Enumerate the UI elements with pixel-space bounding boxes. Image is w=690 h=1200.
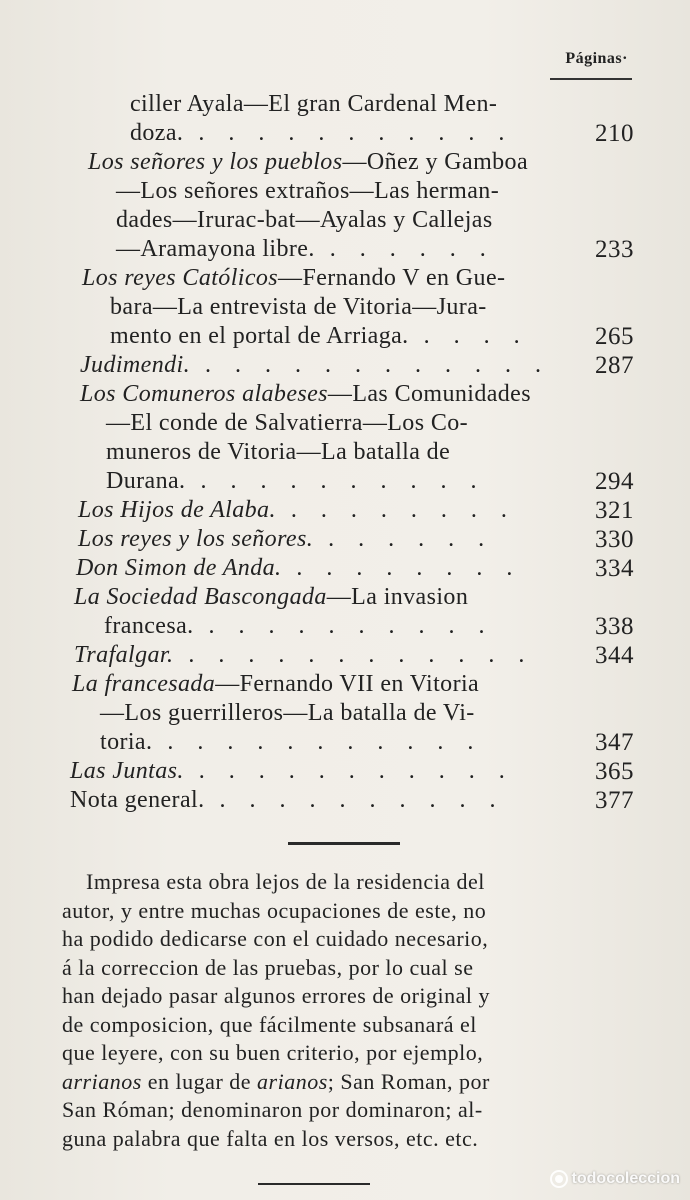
dot-leader: . . . . . . . . <box>281 555 522 581</box>
section-divider <box>288 842 400 845</box>
toc-entry <box>0 757 690 786</box>
note-line <box>62 954 632 983</box>
toc-entry-line <box>0 351 690 380</box>
toc-entry <box>0 641 690 670</box>
toc-entry-line <box>0 699 690 728</box>
note-line <box>62 1011 632 1040</box>
toc-entry-line <box>0 264 690 293</box>
chapter-title: Trafalgar. <box>74 642 174 668</box>
chapter-title: Don Simon de Anda. <box>76 555 282 581</box>
toc-text: —Los guerrilleros—La batalla de Vi- <box>100 700 475 726</box>
dot-leader: . . . . . . <box>314 236 495 262</box>
note-text: ha podido dedicarse con el cuidado necesario, <box>62 926 489 951</box>
note-text: á la correccion de las pruebas, por lo cual se <box>62 954 474 980</box>
note-text: Impresa esta obra lejos de la residencia del <box>62 869 485 894</box>
toc-entry-line <box>0 554 690 583</box>
dot-leader: . . . . . . . . . . . <box>183 758 514 784</box>
errata-note <box>62 868 632 1153</box>
toc-entry-line <box>0 293 690 322</box>
page-number: 338 <box>595 613 634 640</box>
page-number: 334 <box>595 555 634 582</box>
chapter-title: Los reyes y los señores. <box>78 526 314 552</box>
toc-text: bara—La entrevista de Vitoria—Jura- <box>110 294 487 320</box>
italic-word: arrianos <box>62 1068 142 1094</box>
dot-leader: . . . . . . . . . . . . <box>173 642 534 668</box>
page-number: 321 <box>595 497 634 524</box>
toc-entry-line <box>0 235 690 264</box>
page-number: 265 <box>595 323 634 350</box>
dot-leader: . . . . . . . . . . <box>204 787 505 813</box>
chapter-title: Los Hijos de Alaba. <box>78 497 276 523</box>
toc-entry-line <box>0 786 690 815</box>
note-text: en lugar de <box>141 1068 258 1094</box>
dot-leader: . . . . . . . . . . <box>193 613 494 639</box>
toc-text: —El conde de Salvatierra—Los Co- <box>106 410 469 436</box>
bottom-divider <box>258 1183 370 1185</box>
note-line <box>62 1096 632 1125</box>
pages-header: Páginas· <box>565 50 628 67</box>
page-number: 210 <box>595 120 634 147</box>
toc-entry-line <box>0 641 690 670</box>
note-line <box>62 1039 632 1068</box>
toc-entry-line <box>0 496 690 525</box>
toc-text: —Oñez y Gamboa <box>342 149 528 175</box>
toc-text: dades—Irurac-bat—Ayalas y Callejas <box>116 207 493 233</box>
note-line <box>62 925 632 954</box>
toc-entry <box>0 525 690 554</box>
page-number: 287 <box>595 352 634 379</box>
page-number: 330 <box>595 526 634 553</box>
toc-text: toria. <box>100 729 153 755</box>
note-text: guna palabra que falta en los versos, etc. etc. <box>62 1125 479 1151</box>
note-text: de composicion, que fácilmente subsanará el <box>62 1011 477 1037</box>
page-number: 233 <box>595 236 634 263</box>
chapter-title: Las Juntas. <box>70 758 184 784</box>
note-text: San Róman; denominaron por dominaron; al- <box>62 1097 483 1122</box>
toc-entry <box>0 496 690 525</box>
toc-entry-line <box>0 206 690 235</box>
page-number: 347 <box>595 729 634 756</box>
note-line <box>62 868 632 897</box>
toc-entry <box>0 786 690 815</box>
note-text: que leyere, con su buen criterio, por ejemplo, <box>62 1040 484 1065</box>
dot-leader: . . . . . . . . . . . . <box>189 352 550 378</box>
note-line <box>62 897 632 926</box>
chapter-title: Los reyes Católicos <box>82 265 279 291</box>
toc-entry-line <box>0 177 690 206</box>
note-line <box>62 982 632 1011</box>
toc-entry-line <box>0 322 690 351</box>
toc-entry-line <box>0 409 690 438</box>
note-line <box>62 1125 632 1154</box>
toc-text: francesa. <box>104 613 194 639</box>
toc-text: ciller Ayala—El gran Cardenal Men- <box>130 91 498 117</box>
toc-entry <box>0 90 690 148</box>
toc-entry <box>0 554 690 583</box>
watermark-text: todocoleccion <box>571 1170 680 1187</box>
dot-leader: . . . . . . <box>313 526 494 552</box>
toc-entry-line <box>0 583 690 612</box>
chapter-title: Los Comuneros alabeses <box>80 381 328 407</box>
toc-text: —La invasion <box>326 584 469 610</box>
toc-entry-line <box>0 119 690 148</box>
watermark-logo-icon <box>550 1170 568 1188</box>
page-number: 344 <box>595 642 634 669</box>
italic-word: arianos <box>257 1068 328 1094</box>
toc-entry <box>0 583 690 641</box>
toc-text: —Los señores extraños—Las herman- <box>116 178 500 204</box>
toc-entry-line <box>0 148 690 177</box>
toc-text: —Aramayona libre. <box>116 236 315 262</box>
page-number: 365 <box>595 758 634 785</box>
chapter-title: Judimendi. <box>80 352 190 378</box>
note-text: autor, y entre muchas ocupaciones de este, no <box>62 897 487 923</box>
chapter-title: La Sociedad Bascongada <box>74 584 327 610</box>
toc-entry <box>0 148 690 264</box>
toc-text: mento en el portal de Arriaga. <box>110 323 409 349</box>
toc-entry <box>0 351 690 380</box>
toc-entry-line <box>0 380 690 409</box>
toc-text: —Fernando VII en Vitoria <box>215 671 480 697</box>
dot-leader: . . . . . . . . . . . <box>152 729 483 755</box>
dot-leader: . . . . . . . . . . . <box>183 120 514 146</box>
page-number: 294 <box>595 468 634 495</box>
toc-entry-line <box>0 670 690 699</box>
toc-text: —Las Comunidades <box>327 381 531 407</box>
note-text: han dejado pasar algunos errores de original y <box>62 983 491 1008</box>
toc-entry <box>0 670 690 757</box>
toc-entry <box>0 264 690 351</box>
toc-entry-line <box>0 438 690 467</box>
toc-text: Nota general. <box>70 787 205 813</box>
toc-entry-line <box>0 90 690 119</box>
toc-entry-line <box>0 728 690 757</box>
header-rule <box>550 78 632 80</box>
table-of-contents <box>0 90 690 815</box>
page-number: 377 <box>595 787 634 814</box>
toc-entry-line <box>0 467 690 496</box>
toc-entry <box>0 380 690 496</box>
chapter-title: La francesada <box>72 671 216 697</box>
dot-leader: . . . . . . . . . . <box>185 468 486 494</box>
chapter-title: Los señores y los pueblos <box>88 149 343 175</box>
toc-text: Durana. <box>106 468 186 494</box>
toc-entry-line <box>0 612 690 641</box>
toc-text: muneros de Vitoria—La batalla de <box>106 439 451 465</box>
note-line <box>62 1068 632 1097</box>
toc-entry-line <box>0 525 690 554</box>
toc-text: doza. <box>130 120 184 146</box>
note-text: ; San Roman, por <box>327 1068 490 1094</box>
dot-leader: . . . . . . . . <box>275 497 516 523</box>
toc-text: —Fernando V en Gue- <box>278 265 506 291</box>
dot-leader: . . . . <box>408 323 529 349</box>
watermark <box>550 1170 680 1188</box>
toc-entry-line <box>0 757 690 786</box>
